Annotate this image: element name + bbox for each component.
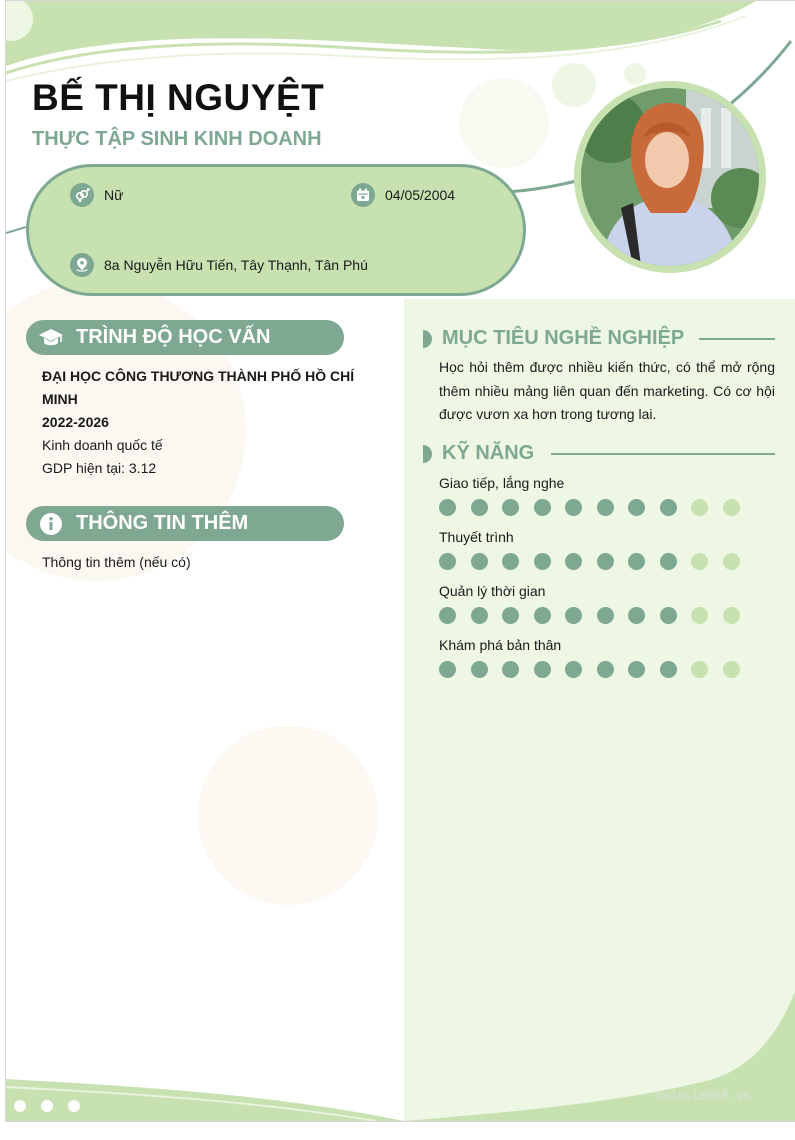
rating-dot-filled [534,661,551,678]
skills-section-header [423,442,534,465]
rating-dot-empty [723,499,740,516]
skill-rating [439,553,754,570]
rating-dot-filled [471,553,488,570]
candidate-role: THỰC TẬP SINH KINH DOANH [32,128,322,150]
rating-dot-filled [502,499,519,516]
rating-dot-filled [471,607,488,624]
rating-dot-empty [691,499,708,516]
rating-dot-empty [691,661,708,678]
rating-dot-filled [628,607,645,624]
education-gpa: GDP hiện tại: 3.12 [42,460,157,476]
skill-rating [439,661,754,678]
rating-dot-filled [502,607,519,624]
rating-dot-filled [597,661,614,678]
address-item [70,253,368,277]
rating-dot-filled [502,661,519,678]
rating-dot-filled [628,499,645,516]
cv-page [5,0,795,1122]
skill-name: Thuyết trình [439,529,514,545]
objective-text: Học hỏi thêm được nhiều kiến thức, có thể mở rộng thêm nhiều mảng liên quan đến marketing. Có cơ hội được vươn xa hơn trong tương lai. [439,359,775,422]
rating-dot-empty [723,553,740,570]
half-circle-marker-icon [423,330,432,348]
rating-dot-empty [691,553,708,570]
address-value: 8a Nguyễn Hữu Tiến, Tây Thạnh, Tân Phú [104,257,368,273]
rating-dot-filled [597,499,614,516]
objective-divider [699,338,775,340]
skills-title: KỸ NĂNG [442,442,535,464]
watermark: ©vieclam88.vn [656,1088,750,1102]
rating-dot-filled [660,607,677,624]
rating-dot-filled [660,661,677,678]
rating-dot-filled [565,553,582,570]
rating-dot-empty [723,661,740,678]
rating-dot-filled [534,499,551,516]
gender-item [70,183,123,207]
skill-name: Khám phá bản thân [439,637,562,653]
location-icon [70,253,94,277]
rating-dot-filled [565,661,582,678]
rating-dot-empty [691,607,708,624]
rating-dot-filled [471,499,488,516]
graduation-cap-icon [26,328,76,348]
rating-dot-filled [439,661,456,678]
half-circle-marker-icon [423,445,432,463]
rating-dot-filled [439,553,456,570]
rating-dot-filled [628,661,645,678]
rating-dot-filled [471,661,488,678]
skill-name: Quản lý thời gian [439,583,546,599]
rating-dot-filled [660,499,677,516]
school-name-line1: ĐẠI HỌC CÔNG THƯƠNG THÀNH PHỐ HỒ CHÍ [42,368,355,384]
skills-divider [551,453,775,455]
education-years: 2022-2026 [42,414,109,430]
education-title: TRÌNH ĐỘ HỌC VẤN [76,326,271,348]
rating-dot-filled [534,607,551,624]
rating-dot-filled [565,607,582,624]
education-section-header [26,320,344,355]
birthday-value: 04/05/2004 [385,187,456,203]
info-icon [26,512,76,536]
extra-info-title: THÔNG TIN THÊM [76,512,249,534]
rating-dot-empty [723,607,740,624]
education-major: Kinh doanh quốc tế [42,437,163,453]
gender-value: Nữ [104,187,124,203]
extra-info-text: Thông tin thêm (nếu có) [42,554,191,570]
skill-rating [439,499,754,516]
skill-rating [439,607,754,624]
calendar-icon [351,183,375,207]
rating-dot-filled [660,553,677,570]
candidate-name: BẾ THỊ NGUYỆT [32,77,325,118]
gender-icon [70,183,94,207]
birthday-item [351,183,455,207]
rating-dot-filled [439,499,456,516]
rating-dot-filled [534,553,551,570]
rating-dot-filled [597,553,614,570]
rating-dot-filled [628,553,645,570]
extra-info-section-header [26,506,344,541]
rating-dot-filled [565,499,582,516]
rating-dot-filled [597,607,614,624]
objective-title: MỤC TIÊU NGHỀ NGHIỆP [442,327,685,349]
skill-name: Giao tiếp, lắng nghe [439,475,565,491]
rating-dot-filled [502,553,519,570]
objective-section-header [423,327,684,350]
school-name-line2: MINH [42,391,78,407]
rating-dot-filled [439,607,456,624]
profile-photo [581,88,759,266]
